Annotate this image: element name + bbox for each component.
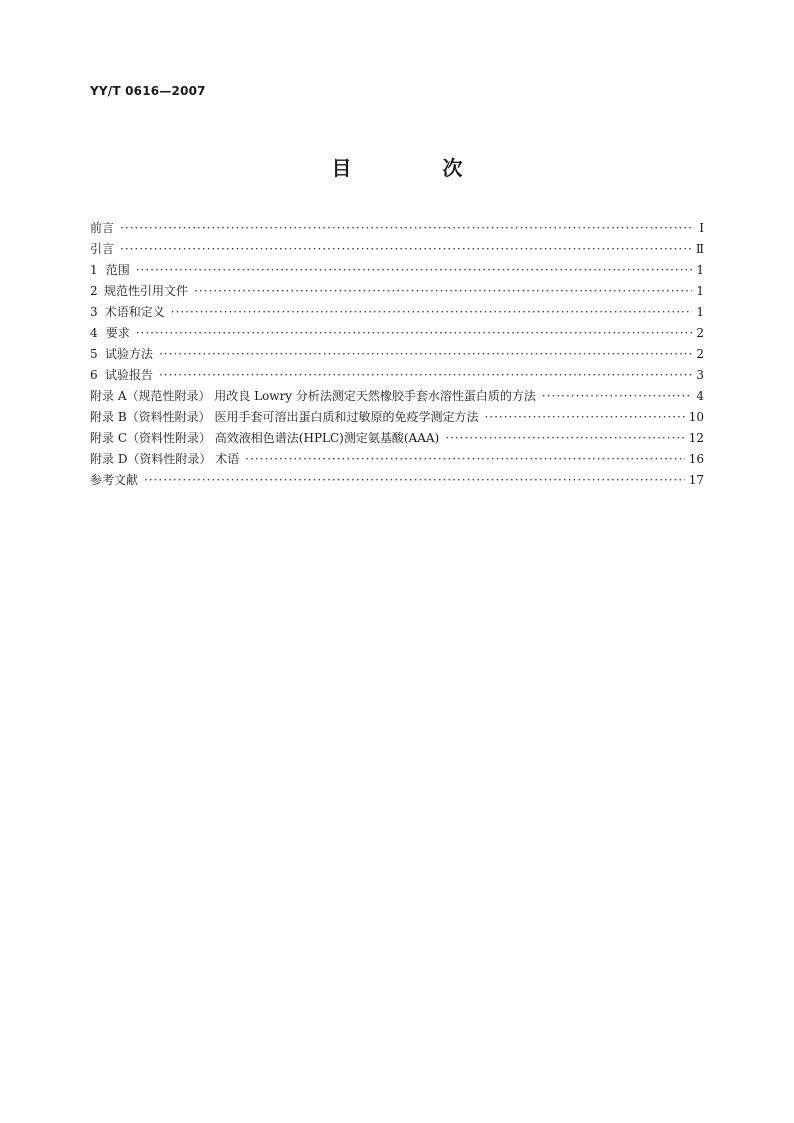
- toc-entry-label: 规范性引用文件: [104, 284, 189, 298]
- toc-leader-dots: [136, 323, 692, 344]
- toc-entry-number: 2: [90, 284, 98, 298]
- toc-entry-number: 5: [90, 347, 98, 361]
- toc-entry-label: 参考文献: [90, 473, 139, 487]
- toc-entry-page: 12: [688, 431, 704, 445]
- toc-entry-page: 4: [696, 389, 704, 403]
- toc-entry-number: 4: [90, 326, 98, 340]
- toc-entry-label: 附录 D（资料性附录） 术语: [90, 452, 240, 466]
- toc-entry-page: 2: [696, 326, 704, 340]
- toc-leader-dots: [120, 218, 692, 239]
- toc-leader-dots: [445, 428, 684, 449]
- toc-entry-page: 1: [696, 305, 704, 319]
- toc-entry-number: 3: [90, 305, 98, 319]
- table-of-contents: [90, 218, 704, 491]
- toc-entry-label: 试验报告: [105, 368, 154, 382]
- toc-entry-page: 17: [688, 473, 704, 487]
- toc-entry-label: 前言: [90, 221, 115, 235]
- toc-entry-number: 1: [90, 263, 98, 277]
- toc-entry-number: 6: [90, 368, 98, 382]
- toc-entry-4[interactable]: [90, 323, 704, 344]
- toc-entry-label: 试验方法: [105, 347, 154, 361]
- toc-entry-annex-c[interactable]: [90, 428, 704, 449]
- toc-leader-dots: [245, 449, 684, 470]
- toc-entry-foreword[interactable]: [90, 218, 704, 239]
- toc-entry-introduction[interactable]: [90, 239, 704, 260]
- toc-entry-label: 要求: [105, 326, 130, 340]
- toc-entry-label: 引言: [90, 242, 115, 256]
- toc-entry-page: Ⅰ: [699, 221, 704, 235]
- toc-leader-dots: [194, 281, 692, 302]
- toc-entry-page: 1: [696, 263, 704, 277]
- toc-entry-page: 2: [696, 347, 704, 361]
- toc-entry-page: Ⅱ: [695, 242, 704, 256]
- toc-entry-5[interactable]: [90, 344, 704, 365]
- toc-entry-label: 附录 A（规范性附录） 用改良 Lowry 分析法测定天然橡胶手套水溶性蛋白质的方法: [90, 389, 536, 403]
- toc-leader-dots: [484, 407, 684, 428]
- page-title: 目 次: [331, 156, 505, 180]
- toc-entry-3[interactable]: [90, 302, 704, 323]
- toc-leader-dots: [120, 239, 692, 260]
- toc-entry-6[interactable]: [90, 365, 704, 386]
- toc-leader-dots: [542, 386, 692, 407]
- toc-entry-page: 10: [688, 410, 704, 424]
- toc-entry-annex-a[interactable]: [90, 386, 704, 407]
- toc-entry-annex-d[interactable]: [90, 449, 704, 470]
- toc-entry-page: 1: [696, 284, 704, 298]
- document-code: YY/T 0616—2007: [90, 84, 206, 98]
- toc-leader-dots: [171, 302, 692, 323]
- toc-leader-dots: [159, 344, 692, 365]
- toc-entry-2[interactable]: [90, 281, 704, 302]
- toc-entry-bibliography[interactable]: [90, 470, 704, 491]
- toc-entry-annex-b[interactable]: [90, 407, 704, 428]
- toc-entry-1[interactable]: [90, 260, 704, 281]
- toc-entry-page: 16: [688, 452, 704, 466]
- toc-entry-label: 术语和定义: [104, 305, 165, 319]
- toc-entry-label: 附录 C（资料性附录） 高效液相色谱法(HPLC)测定氨基酸(AAA): [90, 431, 440, 445]
- toc-entry-page: 3: [696, 368, 704, 382]
- toc-leader-dots: [136, 260, 692, 281]
- toc-leader-dots: [144, 470, 685, 491]
- toc-leader-dots: [159, 365, 692, 386]
- toc-entry-label: 附录 B（资料性附录） 医用手套可溶出蛋白质和过敏原的免疫学测定方法: [90, 410, 479, 424]
- toc-entry-label: 范围: [105, 263, 130, 277]
